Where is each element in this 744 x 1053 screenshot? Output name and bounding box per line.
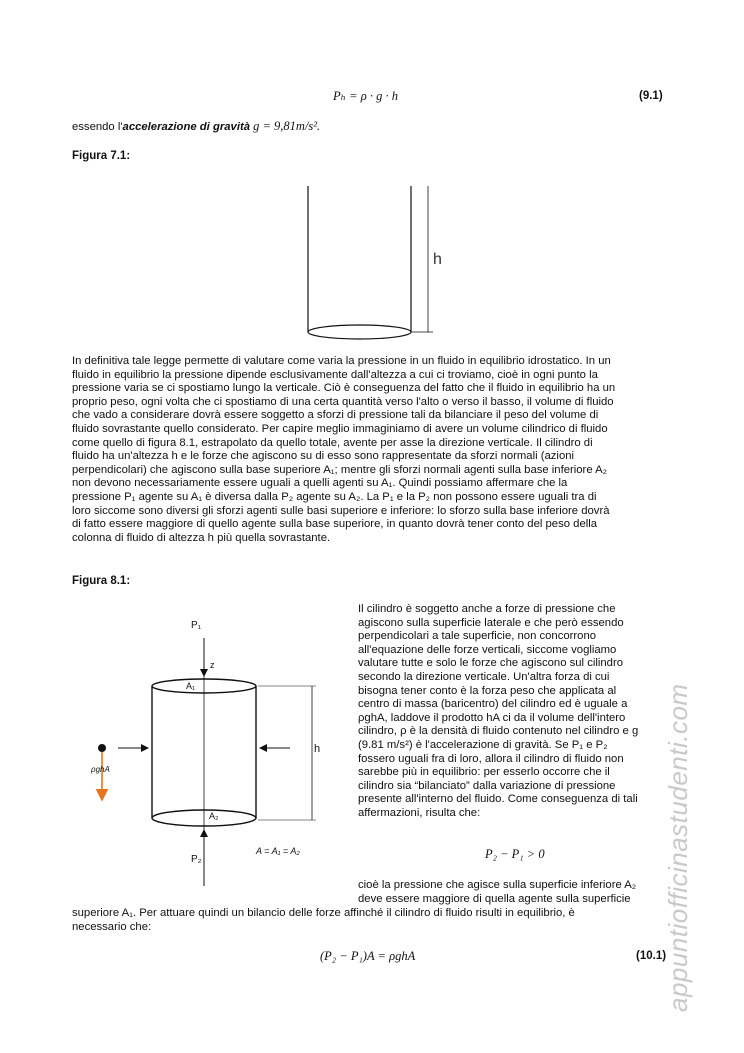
paragraph-line: necessario che: <box>72 920 152 933</box>
equation-10-1: (P₂ − P₁)A = ρghA <box>320 949 416 963</box>
figure-8-1-diagram <box>88 600 348 890</box>
paragraph-line: fluido ha un'altezza h e le forze che agiscono su di esso sono rappresentate da sforzi normali (azioni <box>72 450 575 463</box>
paragraph-line: fossero uguali fra di loro, allora il cilindro di fluido non <box>358 752 624 765</box>
paragraph-3-full <box>72 907 672 934</box>
paragraph-line: secondo la direzione verticale. Un'altra forza di cui <box>358 670 610 683</box>
paragraph-3-column <box>358 879 672 906</box>
p1-label: P₁ <box>191 620 202 631</box>
paragraph-1 <box>72 355 672 545</box>
z-label: z <box>210 660 215 670</box>
paragraph-line: affermazioni, risulta che: <box>358 806 481 819</box>
paragraph-line: pressione varia se ci spostiamo lungo la verticale. Ciò è conseguenza del fatto che il fluido in equilibrio ha un <box>72 382 616 395</box>
figure-8-1-h-label: h <box>314 743 321 755</box>
paragraph-line: come quello di figura 8.1, estrapolato da quello totale, avente per asse la direzione verticale. Il cilindro di <box>72 436 593 449</box>
paragraph-line: (9.81 m/s²) è l'accelerazione di gravità. Se P₁ e P₂ <box>358 738 608 751</box>
paragraph-line: loro siccome sono diversi gli sforzi agenti sulle basi superiore e inferiore: lo sforzo sulla base inferiore dovrà <box>72 504 610 517</box>
paragraph-line: che vado a considerare dovrà essere soggetto a sforzi di pressione tali da bilanciare il peso del volume di <box>72 409 599 422</box>
paragraph-line: In definitiva tale legge permette di valutare come varia la pressione in un fluido in equilibrio idrostatico. In un <box>72 355 611 367</box>
paragraph-line: di fatto essere maggiore di quello agente sulla base superiore, in quanto dovrà tener conto del peso della <box>72 518 598 531</box>
a1-label: A₁ <box>186 681 196 691</box>
paragraph-line: agiscono sulla superficie laterale e che però essendo <box>358 616 624 629</box>
paragraph-line: cilindro sia “bilanciato” dalla variazione di pressione <box>358 779 616 792</box>
gravity-term: accelerazione di gravità <box>122 121 250 133</box>
area-equality: A = A₁ = A₂ <box>256 846 300 856</box>
paragraph-line: fluido in equilibrio la pressione dipende esclusivamente dall'altezza a cui ci troviamo, cioè in ogni punto la <box>72 368 598 381</box>
paragraph-2 <box>358 603 672 821</box>
paragraph-line: pressione P₁ agente su A₁ è diversa dalla P₂ agente su A₂. La P₁ e la P₂ non possono essere uguali tra di <box>72 490 597 503</box>
paragraph-line: sarebbe più in equilibrio: per esserlo occorre che il <box>358 766 610 779</box>
gravity-sentence <box>72 120 320 135</box>
gravity-formula: g = 9,81m/s². <box>250 119 321 133</box>
paragraph-line: deve essere maggiore di quella agente sulla superficie <box>358 892 631 905</box>
paragraph-line: ρghA, laddove il prodotto hA ci da il volume dell'intero <box>358 711 626 724</box>
a2-label: A₂ <box>209 811 219 821</box>
equation-9-1-number: (9.1) <box>639 90 663 102</box>
figure-7-1-diagram <box>295 186 455 346</box>
paragraph-line: non devono necessariamente essere uguali a quelli agenti su A₁. Quindi possiamo affermare che la <box>72 477 568 490</box>
paragraph-line: superiore A₁. Per attuare quindi un bilancio delle forze affinché il cilindro di fluido risulti in equilibrio, è <box>72 907 575 919</box>
cylinder-base <box>308 325 411 339</box>
paragraph-line: perpendicolari) che agiscono sulla base superiore A₁; mentre gli sforzi normali agenti sulla base inferiore A₂ <box>72 463 608 476</box>
paragraph-line: proprio peso, ogni volta che ci spostiamo di una certa quantità verso l'alto o verso il basso, il volume di fluido <box>72 395 614 408</box>
paragraph-line: colonna di fluido di altezza h più quella sovrastante. <box>72 531 331 544</box>
inequality: P₂ − P₁ > 0 <box>485 847 545 861</box>
figure-7-1-h-label: h <box>433 251 442 268</box>
paragraph-line: all'equazione delle forze verticali, siccome vogliamo <box>358 643 617 656</box>
paragraph-line: cioè la pressione che agisce sulla superficie inferiore A₂ <box>358 879 637 891</box>
paragraph-line: centro di massa (baricentro) del cilindro ed è uguale a <box>358 698 628 711</box>
equation-10-1-number: (10.1) <box>636 950 667 962</box>
gravity-prefix: essendo l' <box>72 121 123 133</box>
watermark: appuntiofficinastudenti.com <box>663 683 693 1012</box>
paragraph-line: fluido sovrastante quello considerato. Per capire meglio immaginiamo di avere un volume cilindrico di fluido <box>72 422 608 435</box>
paragraph-line: bisogna tener conto è la forza peso che applicata al <box>358 684 617 697</box>
paragraph-line: perpendicolari a tale superficie, non concorrono <box>358 630 597 643</box>
figure-7-1-label: Figura 7.1: <box>72 150 131 162</box>
paragraph-line: valutare tutte e solo le forze che agiscono sul cilindro <box>358 657 623 670</box>
figure-8-1-label: Figura 8.1: <box>72 575 131 587</box>
paragraph-line: cilindro, ρ è la densità di fluido contenuto nel cilindro e g <box>358 725 639 738</box>
p2-label: P₂ <box>191 854 202 865</box>
paragraph-line: presente all'interno del fluido. Come conseguenza di tali <box>358 793 638 806</box>
equation-9-1: Pₕ = ρ · g · h <box>333 89 398 103</box>
paragraph-line: Il cilindro è soggetto anche a forze di pressione che <box>358 603 616 615</box>
center-of-mass-dot <box>98 744 106 752</box>
rhogha-label: ρghA <box>91 765 110 774</box>
